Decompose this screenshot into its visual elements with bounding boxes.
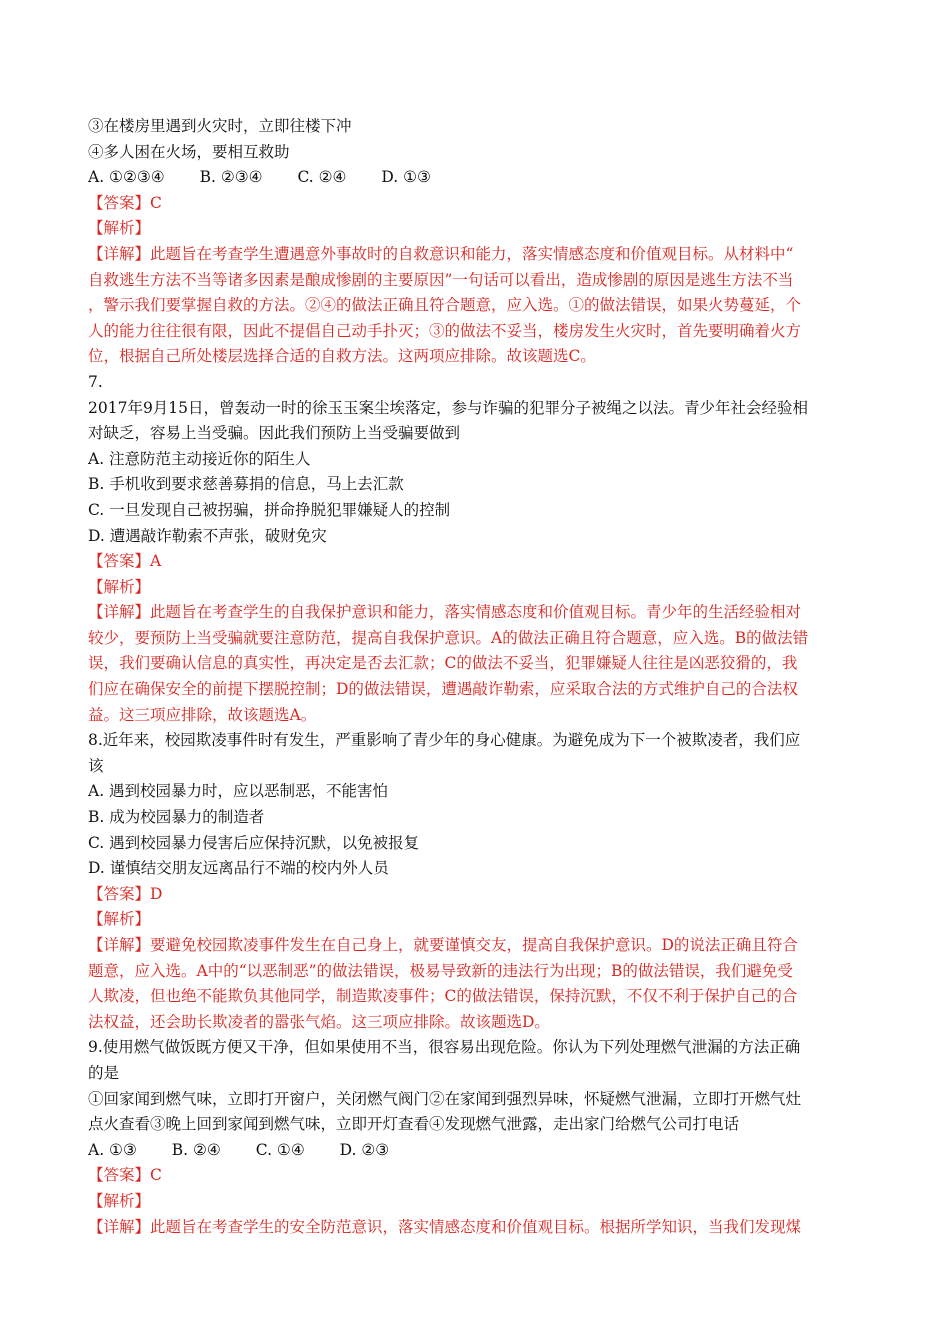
q9-choice-b: B. ②④ [171, 1140, 221, 1159]
q8-option-d: D. 谨慎结交朋友远离品行不端的校内外人员 [88, 859, 389, 878]
q7-stem-line: 2017年9月15日，曾轰动一时的徐玉玉案尘埃落定，参与诈骗的犯罪分子被绳之以法。青少年社会经验相 [88, 398, 809, 417]
q8-detail-line: 法权益，还会助长欺凌者的嚣张气焰。这三项应排除。故该题选D。 [88, 1012, 550, 1031]
q6-detail-line: 【详解】此题旨在考查学生遭遇意外事故时的自救意识和能力，落实情感态度和价值观目标。从材料中“ [88, 244, 794, 263]
q8-detail-line: 题意，应入选。A中的“以恶制恶”的做法错误，极易导致新的违法行为出现；B的做法错误，我们避免受 [88, 961, 793, 980]
q8-analysis-label: 【解析】 [88, 910, 151, 929]
q9-choices [88, 1138, 868, 1164]
q8-stem-line: 该 [88, 756, 104, 775]
q8-option-a: A. 遇到校园暴力时，应以恶制恶，不能害怕 [88, 782, 389, 801]
q7-detail-line: 较少，要预防上当受骗就要注意防范，提高自我保护意识。A的做法正确且符合题意，应入选。B的做法错 [88, 628, 809, 647]
q8-option-b: B. 成为校园暴力的制造者 [88, 808, 265, 827]
q7-detail-line: 益。这三项应排除，故该题选A。 [88, 705, 317, 724]
q8-stem-line: 8.近年来，校园欺凌事件时有发生，严重影响了青少年的身心健康。为避免成为下一个被欺凌者，我们应 [88, 731, 801, 750]
q6-option-4: ④多人困在火场，要相互救助 [88, 142, 290, 161]
q8-answer: 【答案】D [88, 884, 163, 903]
q6-choice-a: A. ①②③④ [88, 168, 165, 187]
q8-detail-line: 【详解】要避免校园欺凌事件发生在自己身上，就要谨慎交友，提高自我保护意识。D的说法正确且符合 [88, 936, 798, 954]
q7-option-d: D. 遭遇敲诈勒索不声张，破财免灾 [88, 526, 327, 545]
q9-analysis-label: 【解析】 [88, 1191, 151, 1210]
q6-detail-line: 位，根据自己所处楼层选择合适的自救方法。这两项应排除。故该题选C。 [88, 347, 596, 366]
q9-stem-line: ①回家闻到燃气味，立即打开窗户，关闭燃气阀门②在家闻到强烈异味，怀疑燃气泄漏，立即打开燃气灶 [88, 1089, 802, 1108]
q6-answer: 【答案】C [88, 193, 162, 212]
q6-detail-line: ，警示我们要掌握自救的方法。②④的做法正确且符合题意，应入选。①的做法错误，如果火势蔓延，个 [88, 296, 802, 315]
q8-detail-line: 人欺凌，但也绝不能欺负其他同学，制造欺凌事件；C的做法错误，保持沉默，不仅不利于保护自己的合 [88, 987, 798, 1006]
q7-detail-line: 们应在确保安全的前提下摆脱控制；D的做法错误，遭遇敲诈勒索，应采取合法的方式维护自己的合法权 [88, 680, 798, 699]
q9-choice-c: C. ①④ [255, 1140, 305, 1159]
q9-stem-line: 的是 [88, 1063, 120, 1082]
q7-answer: 【答案】A [88, 552, 162, 571]
q7-stem-line: 对缺乏，容易上当受骗。因此我们预防上当受骗要做到 [88, 424, 461, 443]
q6-option-3: ③在楼房里遇到火灾时，立即往楼下冲 [88, 117, 352, 135]
q9-stem-line: 9.使用燃气做饭既方便又干净，但如果使用不当，很容易出现危险。你认为下列处理燃气泄漏的方法正确 [88, 1038, 801, 1057]
q8-option-c: C. 遇到校园暴力侵害后应保持沉默，以免被报复 [88, 833, 420, 852]
q9-detail-line: 【详解】此题旨在考查学生的安全防范意识，落实情感态度和价值观目标。根据所学知识，当我们发现煤 [88, 1217, 802, 1236]
q7-analysis-label: 【解析】 [88, 577, 151, 596]
q6-detail-line: 人的能力往往很有限，因此不提倡自己动手扑灭；③的做法不妥当，楼房发生火灾时，首先要明确着火方 [88, 321, 802, 340]
q7-option-c: C. 一旦发现自己被拐骗，拼命挣脱犯罪嫌疑人的控制 [88, 500, 451, 519]
q7-number: 7. [88, 372, 103, 391]
q9-stem-line: 点火查看③晚上回到家闻到燃气味，立即开灯查看④发现燃气泄露，走出家门给燃气公司打电话 [88, 1115, 740, 1134]
q9-answer: 【答案】C [88, 1166, 162, 1185]
document-content [88, 114, 868, 1240]
q9-choice-d: D. ②③ [339, 1140, 390, 1159]
q6-detail-line: 自救逃生方法不当等诸多因素是酿成惨剧的主要原因”一句话可以看出，造成惨剧的原因是逃生方法不当 [88, 270, 794, 289]
q6-choice-d: D. ①③ [381, 168, 431, 187]
q6-choices [88, 165, 868, 191]
q6-choice-b: B. ②③④ [199, 168, 263, 187]
q9-choice-a: A. ①③ [88, 1140, 137, 1159]
q7-detail-line: 【详解】此题旨在考查学生的自我保护意识和能力，落实情感态度和价值观目标。青少年的生活经验相对 [88, 603, 802, 622]
q6-analysis-label: 【解析】 [88, 219, 151, 238]
q7-option-a: A. 注意防范主动接近你的陌生人 [88, 449, 311, 468]
q7-option-b: B. 手机收到要求慈善募捐的信息，马上去汇款 [88, 475, 404, 494]
q7-detail-line: 误，我们要确认信息的真实性，再决定是否去汇款；C的做法不妥当，犯罪嫌疑人往往是凶恶狡猾的，我 [88, 654, 798, 673]
q6-choice-c: C. ②④ [297, 168, 347, 187]
